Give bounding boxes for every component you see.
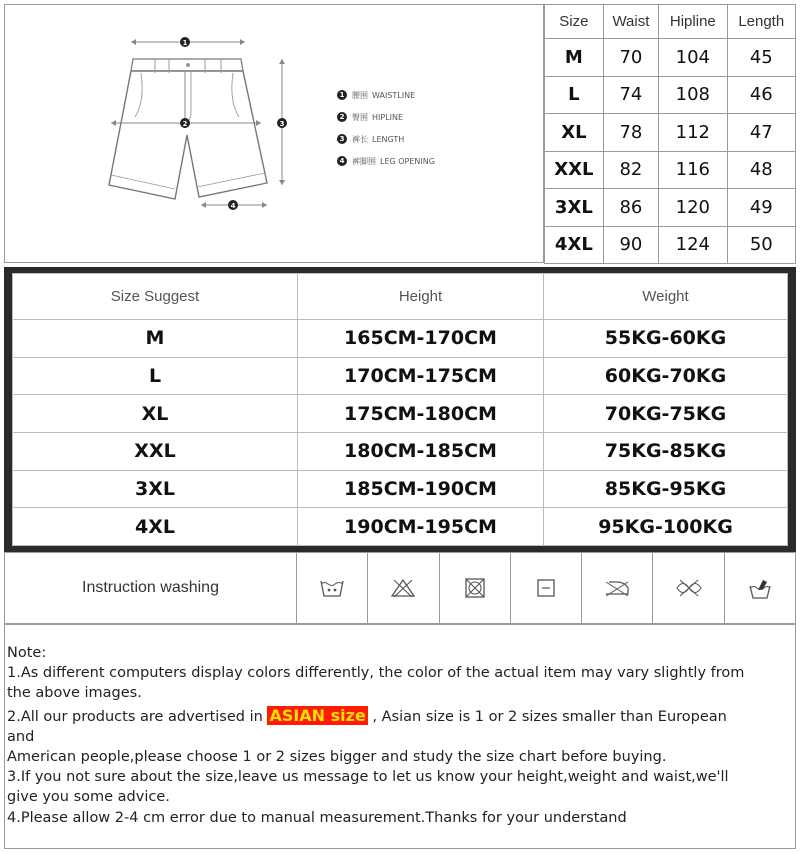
table-row <box>13 357 788 395</box>
hipline-cell: 108 <box>659 76 727 114</box>
hipline-cell: 112 <box>659 114 727 152</box>
table-row <box>13 432 788 470</box>
header-size-suggest: Size Suggest <box>13 274 298 320</box>
table-header-row <box>13 274 788 320</box>
height-cell: 175CM-180CM <box>298 395 544 433</box>
size-suggest-frame <box>4 267 796 552</box>
size-cell: M <box>13 320 298 358</box>
note-title: Note: <box>7 645 47 661</box>
length-cell: 45 <box>727 39 795 77</box>
size-cell: M <box>545 39 604 77</box>
wash-30-icon <box>297 553 368 623</box>
header-weight: Weight <box>544 274 788 320</box>
hand-wash-icon <box>725 553 795 623</box>
note-line-4: 4.Please allow 2-4 cm error due to manual measurement.Thanks for your understand <box>7 809 627 826</box>
svg-text:3: 3 <box>279 120 285 128</box>
length-cell: 48 <box>727 151 795 189</box>
table-row <box>13 395 788 433</box>
weight-cell: 95KG-100KG <box>544 508 788 546</box>
table-row <box>545 39 796 77</box>
note-line-1a: 1.As different computers display colors differently, the color of the actual item may vary slightly from <box>7 665 745 682</box>
length-cell: 50 <box>727 226 795 264</box>
note-line-2-pre: 2.All our products are advertised in <box>7 708 268 725</box>
weight-cell: 85KG-95KG <box>544 470 788 508</box>
length-cell: 47 <box>727 114 795 152</box>
legend-number: 1 <box>337 90 347 100</box>
length-cell: 49 <box>727 189 795 227</box>
waist-cell: 70 <box>603 39 658 77</box>
hipline-cell: 120 <box>659 189 727 227</box>
table-row <box>545 114 796 152</box>
legend-number: 4 <box>337 156 347 166</box>
legend-leg-opening <box>337 153 435 169</box>
size-suggest-table <box>12 273 788 546</box>
legend-label: LEG OPENING <box>380 156 435 166</box>
weight-cell: 70KG-75KG <box>544 395 788 433</box>
length-cell: 46 <box>727 76 795 114</box>
table-row <box>545 151 796 189</box>
note-line-1b: the above images. <box>7 685 142 702</box>
height-cell: 185CM-190CM <box>298 470 544 508</box>
legend-chinese: 臀围 <box>352 112 368 122</box>
size-cell: XXL <box>545 151 604 189</box>
legend-chinese: 裤长 <box>352 134 368 144</box>
svg-text:4: 4 <box>230 202 236 210</box>
weight-cell: 60KG-70KG <box>544 357 788 395</box>
leg-opening-measure <box>201 200 267 210</box>
waist-cell: 82 <box>603 151 658 189</box>
no-bleach-icon <box>368 553 439 623</box>
header-waist: Waist <box>603 5 658 39</box>
dry-flat-icon <box>511 553 582 623</box>
legend-chinese: 裤脚围 <box>352 156 376 166</box>
size-cell: XL <box>13 395 298 433</box>
hipline-cell: 116 <box>659 151 727 189</box>
waist-cell: 74 <box>603 76 658 114</box>
size-cell: 3XL <box>13 470 298 508</box>
note-line-2c: American people,please choose 1 or 2 sizes bigger and study the size chart before buying. <box>7 749 667 766</box>
legend-label: LENGTH <box>372 134 405 144</box>
length-measure <box>277 59 287 185</box>
svg-text:2: 2 <box>182 120 188 128</box>
legend-hipline <box>337 109 403 125</box>
hipline-cell: 104 <box>659 39 727 77</box>
note-line-2b: and <box>7 728 35 745</box>
header-height: Height <box>298 274 544 320</box>
legend-waistline <box>337 87 415 103</box>
note-line-2-post: , Asian size is 1 or 2 sizes smaller than European <box>367 708 727 725</box>
shorts-illustration <box>5 5 545 264</box>
iron-low-icon <box>582 553 653 623</box>
no-dry-clean-icon <box>653 553 724 623</box>
size-cell: L <box>545 76 604 114</box>
header-length: Length <box>727 5 795 39</box>
height-cell: 165CM-170CM <box>298 320 544 358</box>
top-section <box>0 0 800 267</box>
size-measurement-table <box>544 4 796 264</box>
measurement-diagram <box>4 4 544 263</box>
size-cell: XL <box>545 114 604 152</box>
table-row <box>545 189 796 227</box>
no-tumble-dry-icon <box>440 553 511 623</box>
size-cell: 4XL <box>13 508 298 546</box>
table-row <box>545 226 796 264</box>
table-row <box>13 320 788 358</box>
note-line-3b: give you some advice. <box>7 789 170 806</box>
legend-number: 3 <box>337 134 347 144</box>
waist-measure <box>131 37 245 47</box>
height-cell: 170CM-175CM <box>298 357 544 395</box>
weight-cell: 75KG-85KG <box>544 432 788 470</box>
size-cell: L <box>13 357 298 395</box>
size-cell: 3XL <box>545 189 604 227</box>
waist-cell: 78 <box>603 114 658 152</box>
notes-section <box>4 624 796 849</box>
svg-text:1: 1 <box>182 39 188 47</box>
waist-cell: 86 <box>603 189 658 227</box>
washing-instructions <box>4 552 796 624</box>
legend-label: HIPLINE <box>372 112 404 122</box>
legend-label: WAISTLINE <box>372 90 416 100</box>
weight-cell: 55KG-60KG <box>544 320 788 358</box>
note-line-3a: 3.If you not sure about the size,leave us message to let us know your height,weight and waist,we'll <box>7 769 729 786</box>
header-size: Size <box>545 5 604 39</box>
hipline-cell: 124 <box>659 226 727 264</box>
height-cell: 180CM-185CM <box>298 432 544 470</box>
header-hipline: Hipline <box>659 5 727 39</box>
size-cell: 4XL <box>545 226 604 264</box>
table-row <box>13 470 788 508</box>
height-cell: 190CM-195CM <box>298 508 544 546</box>
waist-cell: 90 <box>603 226 658 264</box>
legend-length <box>337 131 404 147</box>
note-line-2 <box>7 706 795 727</box>
asian-size-highlight: ASIAN size <box>269 705 366 725</box>
legend-chinese: 腰围 <box>352 90 368 100</box>
table-row <box>13 508 788 546</box>
size-cell: XXL <box>13 432 298 470</box>
washing-label: Instruction washing <box>5 553 297 623</box>
table-header-row <box>545 5 796 39</box>
legend-number: 2 <box>337 112 347 122</box>
table-row <box>545 76 796 114</box>
